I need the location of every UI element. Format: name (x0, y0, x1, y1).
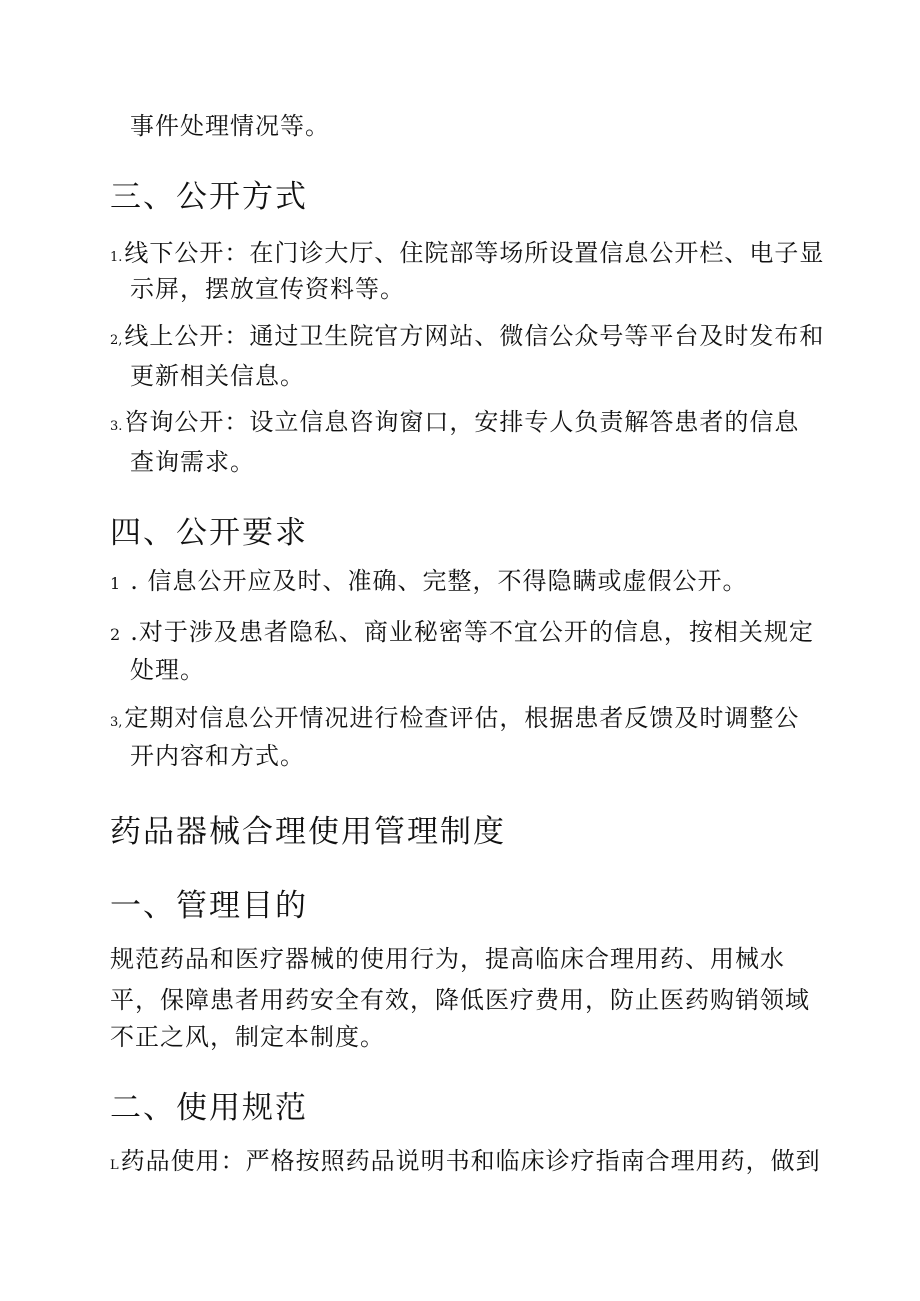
list-item-number: 1 (110, 574, 121, 593)
list-item-text: 咨询公开：设立信息咨询窗口，安排专人负责解答患者的信息 (124, 408, 800, 436)
section-heading-3: 三、公开方式 (110, 179, 308, 215)
list-item-2-line-2: 更新相关信息。 (130, 362, 305, 390)
list-item-text: .对于涉及患者隐私、商业秘密等不宜公开的信息，按相关规定 (130, 618, 814, 646)
requirement-1-line-1 (110, 566, 747, 599)
list-item-3-line-1 (110, 407, 799, 442)
list-item-text: 定期对信息公开情况进行检查评估，根据患者反馈及时调整公 (124, 704, 800, 732)
paragraph-line: 规范药品和医疗器械的使用行为，提高临床合理用药、用械水 (110, 945, 785, 973)
list-item-text: 药品使用：严格按照药品说明书和临床诊疗指南合理用药，做到 (120, 1147, 821, 1175)
list-item-text: 线下公开：在门诊大厅、住院部等场所设置信息公开栏、电子显 (124, 239, 825, 267)
list-item-1-line-2: 示屏，摆放宣传资料等。 (130, 275, 405, 303)
requirement-3-line-2: 开内容和方式。 (130, 742, 305, 770)
list-item-text: . 信息公开应及时、准确、完整，不得隐瞒或虚假公开。 (130, 567, 748, 595)
requirement-2-line-2: 处理。 (130, 656, 205, 684)
list-item-number: 2 (110, 625, 121, 644)
list-item-number: 2, (110, 333, 123, 348)
section-heading-4: 四、公开要求 (110, 515, 308, 551)
list-item-number: L (110, 1158, 119, 1173)
requirement-2-line-1 (110, 617, 814, 650)
list-item-number: 3. (110, 419, 123, 434)
list-item-3-line-2: 查询需求。 (130, 448, 255, 476)
section-heading-2: 二、使用规范 (110, 1090, 308, 1126)
section-heading-1: 一、管理目的 (110, 888, 308, 924)
list-item-1-line-1 (110, 238, 824, 273)
list-item-text: 线上公开：通过卫生院官方网站、微信公众号等平台及时发布和 (124, 322, 825, 350)
list-item-number: 1. (110, 250, 123, 265)
list-item-number: 3, (110, 715, 123, 730)
paragraph-line: 不正之风，制定本制度。 (110, 1023, 385, 1051)
paragraph-line: 平，保障患者用药安全有效，降低医疗费用，防止医药购销领域 (110, 986, 810, 1014)
paragraph-line: 事件处理情况等。 (130, 112, 330, 140)
document-title: 药品器械合理使用管理制度 (110, 814, 506, 850)
usage-item-1-line-1 (110, 1146, 821, 1181)
requirement-3-line-1 (110, 703, 799, 738)
list-item-2-line-1 (110, 321, 824, 356)
